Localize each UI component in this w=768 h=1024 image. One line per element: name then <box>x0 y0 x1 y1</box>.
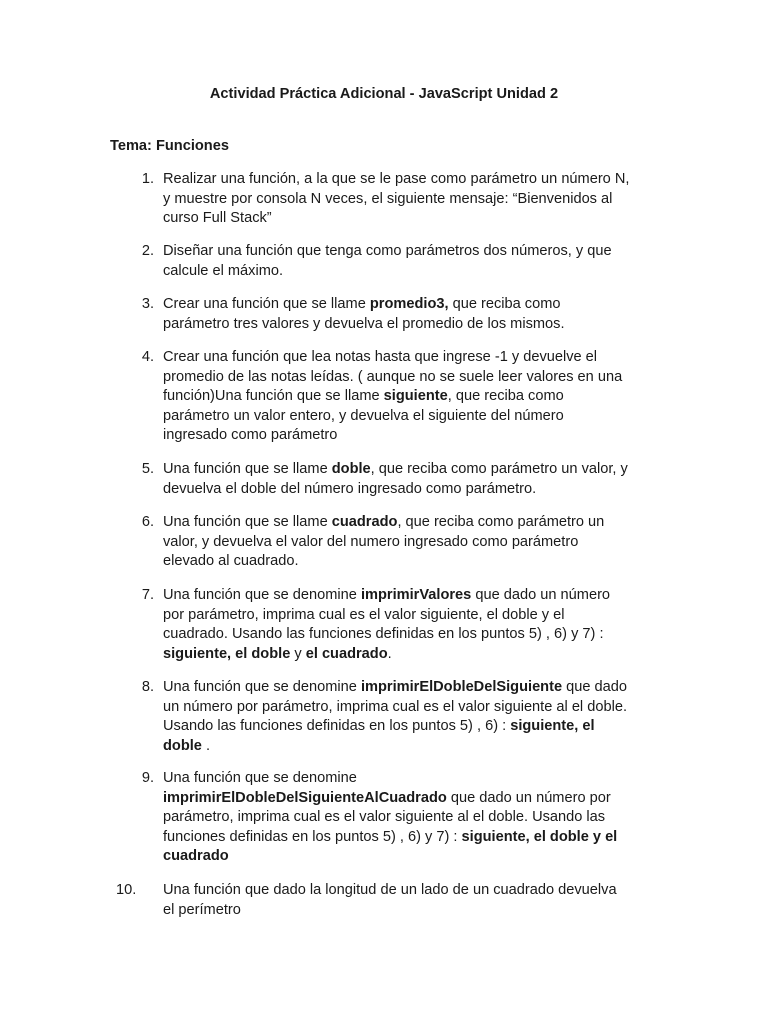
text-line <box>163 407 663 427</box>
list-item-text <box>163 513 663 572</box>
list-item-number: 2. <box>141 243 154 259</box>
list-item-number: 8. <box>141 679 154 695</box>
text-line <box>163 348 663 368</box>
text-segment: Una función que se llame <box>163 514 332 530</box>
text-segment: Una función que se denomine <box>163 679 361 695</box>
bold-term: imprimirElDobleDelSiguiente <box>360 679 563 695</box>
list-item-number: 4. <box>141 349 154 365</box>
text-line <box>163 606 663 626</box>
text-segment: devuelva el doble del número ingresado como parámetro. <box>163 480 537 497</box>
text-segment: función)Una función que se llame <box>163 388 384 404</box>
text-line <box>163 368 663 388</box>
text-line <box>163 295 663 315</box>
text-segment: y <box>290 645 306 662</box>
list-item-text <box>163 295 663 334</box>
bold-term: cuadrado <box>163 848 229 864</box>
list-item-number: 5. <box>141 461 154 477</box>
text-line <box>163 262 663 282</box>
text-segment: . <box>201 737 211 754</box>
text-segment: Usando las funciones definidas en los puntos 5) , 6) : <box>163 718 511 734</box>
text-line <box>163 460 663 480</box>
text-line <box>163 847 663 867</box>
text-segment: , que reciba como <box>447 388 564 404</box>
text-line <box>163 737 663 757</box>
list-item-text <box>163 881 663 920</box>
bold-term: cuadrado <box>331 514 398 530</box>
text-line <box>163 808 663 828</box>
text-line <box>163 789 663 809</box>
text-segment: Una función que se denomine <box>163 770 357 786</box>
list-item-text <box>163 460 663 499</box>
list-item-text <box>163 242 663 281</box>
text-segment: curso Full Stack” <box>163 210 272 226</box>
bold-term: el cuadrado <box>305 645 388 662</box>
list-item-number: 3. <box>141 296 154 312</box>
bold-term: doble <box>163 737 202 754</box>
bold-term: siguiente, el <box>510 718 595 734</box>
text-segment: cuadrado. Usando las funciones definidas en los puntos 5) , 6) y 7) : <box>163 626 604 642</box>
text-line <box>163 698 663 718</box>
text-segment: parámetro tres valores y devuelva el promedio de los mismos. <box>163 315 565 332</box>
list-item-text <box>163 586 663 664</box>
text-segment: Crear una función que lea notas hasta que ingrese -1 y devuelve el <box>163 349 598 365</box>
text-line <box>163 769 663 789</box>
text-line <box>163 625 663 645</box>
text-line <box>163 170 663 190</box>
text-line <box>163 828 663 848</box>
bold-term: doble <box>331 461 371 477</box>
text-line <box>163 586 663 606</box>
text-segment: promedio de las notas leídas. ( aunque no se suele leer valores en una <box>163 368 623 385</box>
list-item-number: 10. <box>116 882 137 898</box>
text-segment: calcule el máximo. <box>163 262 284 279</box>
text-line <box>163 426 663 446</box>
text-segment: y muestre por consola N veces, el siguiente mensaje: “Bienvenidos al <box>163 190 613 207</box>
text-segment: Diseñar una función que tenga como parámetros dos números, y que <box>163 243 612 259</box>
text-line <box>163 242 663 262</box>
document-title: Actividad Práctica Adicional - JavaScript Unidad 2 <box>209 86 559 102</box>
bold-term: imprimirElDobleDelSiguienteAlCuadrado <box>163 789 447 806</box>
text-segment: el perímetro <box>163 901 241 918</box>
topic-heading: Tema: Funciones <box>110 138 229 154</box>
text-segment: por parámetro, imprima cual es el valor siguiente, el doble y el <box>163 606 565 623</box>
text-segment: elevado al cuadrado. <box>163 553 299 569</box>
list-item-number: 7. <box>141 587 154 603</box>
list-item-text <box>163 348 663 446</box>
text-line <box>163 533 663 553</box>
text-line <box>163 717 663 737</box>
text-segment: que dado un número por <box>446 789 611 806</box>
bold-term: siguiente, el doble y el <box>461 828 618 845</box>
text-line <box>163 209 663 229</box>
text-line <box>163 190 663 210</box>
list-item-number: 9. <box>141 770 154 786</box>
text-line <box>163 645 663 665</box>
list-item-number: 1. <box>141 171 154 187</box>
list-item-text <box>163 678 663 756</box>
text-segment: que reciba como <box>448 296 561 312</box>
text-line <box>163 480 663 500</box>
text-segment: Crear una función que se llame <box>163 296 370 312</box>
text-segment: , que reciba como parámetro un <box>397 514 605 530</box>
text-segment: Una función que dado la longitud de un lado de un cuadrado devuelva <box>163 882 617 898</box>
text-segment: que dado un número <box>471 587 611 603</box>
bold-term: imprimirValores <box>360 587 472 603</box>
text-segment: Realizar una función, a la que se le pase como parámetro un número N, <box>163 171 630 187</box>
text-line <box>163 901 663 921</box>
bold-term: siguiente <box>383 388 448 404</box>
bold-term: promedio3, <box>369 296 449 312</box>
text-line <box>163 315 663 335</box>
text-line <box>163 387 663 407</box>
text-segment: Una función que se llame <box>163 461 332 477</box>
text-segment: parámetro, imprima cual es el valor siguiente al el doble. Usando las <box>163 809 606 825</box>
list-item-text <box>163 170 663 229</box>
text-line <box>163 881 663 901</box>
text-segment: parámetro un valor entero, y devuelva el siguiente del número <box>163 407 564 424</box>
list-item-number: 6. <box>141 514 154 530</box>
text-segment: funciones definidas en los puntos 5) , 6) y 7) : <box>163 828 462 845</box>
text-segment: un número por parámetro, imprima cual es el valor siguiente al el doble. <box>163 698 627 715</box>
text-line <box>163 678 663 698</box>
bold-term: siguiente, el doble <box>163 645 291 662</box>
text-line <box>163 513 663 533</box>
list-item-text <box>163 769 663 867</box>
text-segment: . <box>387 645 392 662</box>
text-segment: Una función que se denomine <box>163 587 361 603</box>
text-segment: , que reciba como parámetro un valor, y <box>370 461 628 477</box>
text-line <box>163 552 663 572</box>
text-segment: ingresado como parámetro <box>163 427 338 443</box>
text-segment: que dado <box>562 679 628 695</box>
text-segment: valor, y devuelva el valor del numero ingresado como parámetro <box>163 533 579 550</box>
